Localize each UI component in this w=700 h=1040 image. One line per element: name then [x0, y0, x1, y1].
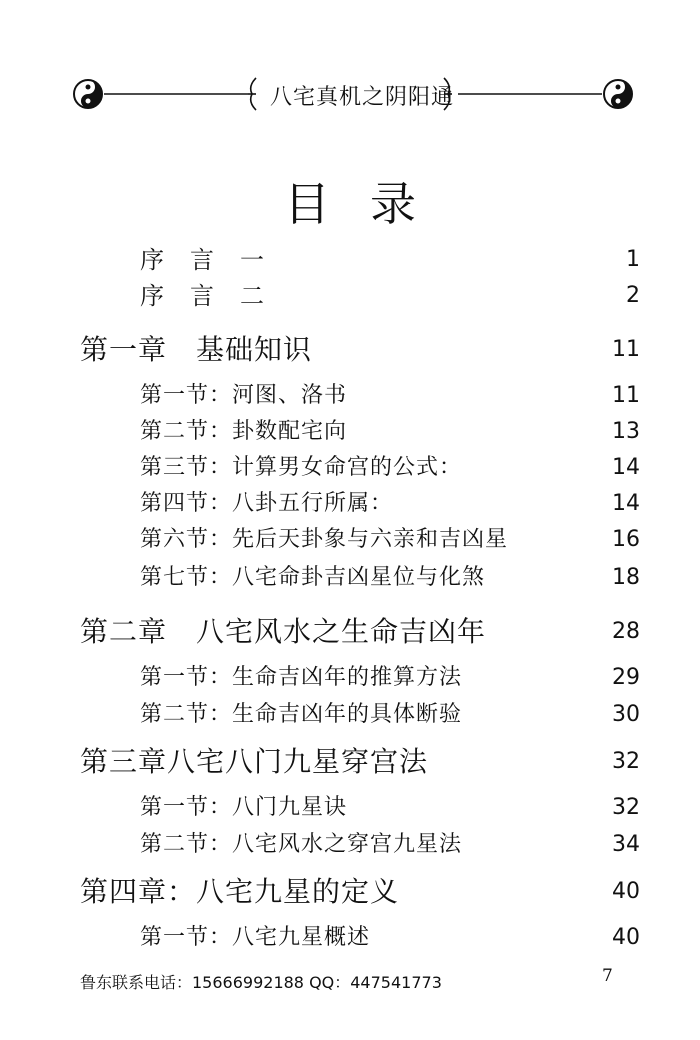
toc-section[interactable]: [0, 378, 700, 414]
toc-entry[interactable]: [0, 242, 700, 278]
running-header-title: 八宅真机之阴阳通: [270, 85, 455, 110]
toc-chapter-page: 32: [612, 749, 640, 774]
toc-entry-label: 序言二: [140, 282, 290, 310]
toc-chapter-label: 第三章八宅八门九星穿宫法: [80, 745, 429, 778]
toc-chapter-page: 11: [612, 337, 640, 362]
toc-section-label: 第一节：河图、洛书: [140, 383, 348, 408]
toc-section-page: 29: [612, 665, 640, 690]
toc-section-page: 18: [612, 565, 640, 590]
toc-chapter-label: 第四章：八宅九星的定义: [80, 875, 400, 908]
toc-chapter-page: 28: [612, 619, 640, 644]
toc-section-label: 第一节：生命吉凶年的推算方法: [140, 665, 463, 690]
footer-contact: 鲁东联系电话：15666992188 QQ：447541773: [80, 973, 442, 992]
toc-section-label: 第一节：八宅九星概述: [140, 925, 371, 950]
toc-section[interactable]: [0, 414, 700, 450]
toc-chapter[interactable]: [0, 332, 700, 368]
toc-entry-label: 序言一: [140, 246, 290, 274]
toc-section[interactable]: [0, 697, 700, 733]
toc-section-label: 第一节：八门九星诀: [140, 795, 348, 820]
toc-section-page: 34: [612, 832, 640, 857]
toc-section-page: 11: [612, 383, 640, 408]
yin-yang-icon: [74, 80, 102, 108]
toc-section-page: 30: [612, 702, 640, 727]
toc-chapter[interactable]: [0, 744, 700, 780]
toc-section-label: 第六节：先后天卦象与六亲和吉凶星: [140, 527, 509, 552]
toc-section-page: 14: [612, 455, 640, 480]
toc-section-page: 40: [612, 925, 640, 950]
toc-section-label: 第三节：计算男女命宫的公式：: [140, 455, 463, 480]
toc-section[interactable]: [0, 450, 700, 486]
toc-entry-page: 2: [626, 283, 640, 308]
toc-entry[interactable]: [0, 278, 700, 314]
toc-section[interactable]: [0, 920, 700, 956]
toc-section[interactable]: [0, 660, 700, 696]
toc-chapter-page: 40: [612, 879, 640, 904]
toc-section[interactable]: [0, 560, 700, 596]
toc-section[interactable]: [0, 790, 700, 826]
toc-section-label: 第七节：八宅命卦吉凶星位与化煞: [140, 565, 486, 590]
toc-section-page: 13: [612, 419, 640, 444]
running-header: [0, 70, 700, 120]
toc-section-page: 14: [612, 491, 640, 516]
toc-section-page: 16: [612, 527, 640, 552]
toc-chapter[interactable]: [0, 614, 700, 650]
toc-entry-page: 1: [626, 247, 640, 272]
toc-section-label: 第二节：生命吉凶年的具体断验: [140, 702, 463, 727]
page-title: 目录: [284, 177, 456, 231]
toc-chapter-label: 第一章 基础知识: [80, 333, 313, 366]
toc-chapter-label: 第二章 八宅风水之生命吉凶年: [80, 615, 487, 648]
toc-section-label: 第二节：卦数配宅向: [140, 419, 348, 444]
toc-section[interactable]: [0, 827, 700, 863]
page-number: 7: [602, 966, 613, 986]
toc-section-label: 第二节：八宅风水之穿宫九星法: [140, 832, 463, 857]
toc-section[interactable]: [0, 486, 700, 522]
toc-section-label: 第四节：八卦五行所属：: [140, 491, 394, 516]
yin-yang-icon: [604, 80, 632, 108]
toc-section-page: 32: [612, 795, 640, 820]
toc-section[interactable]: [0, 522, 700, 558]
toc-chapter[interactable]: [0, 874, 700, 910]
